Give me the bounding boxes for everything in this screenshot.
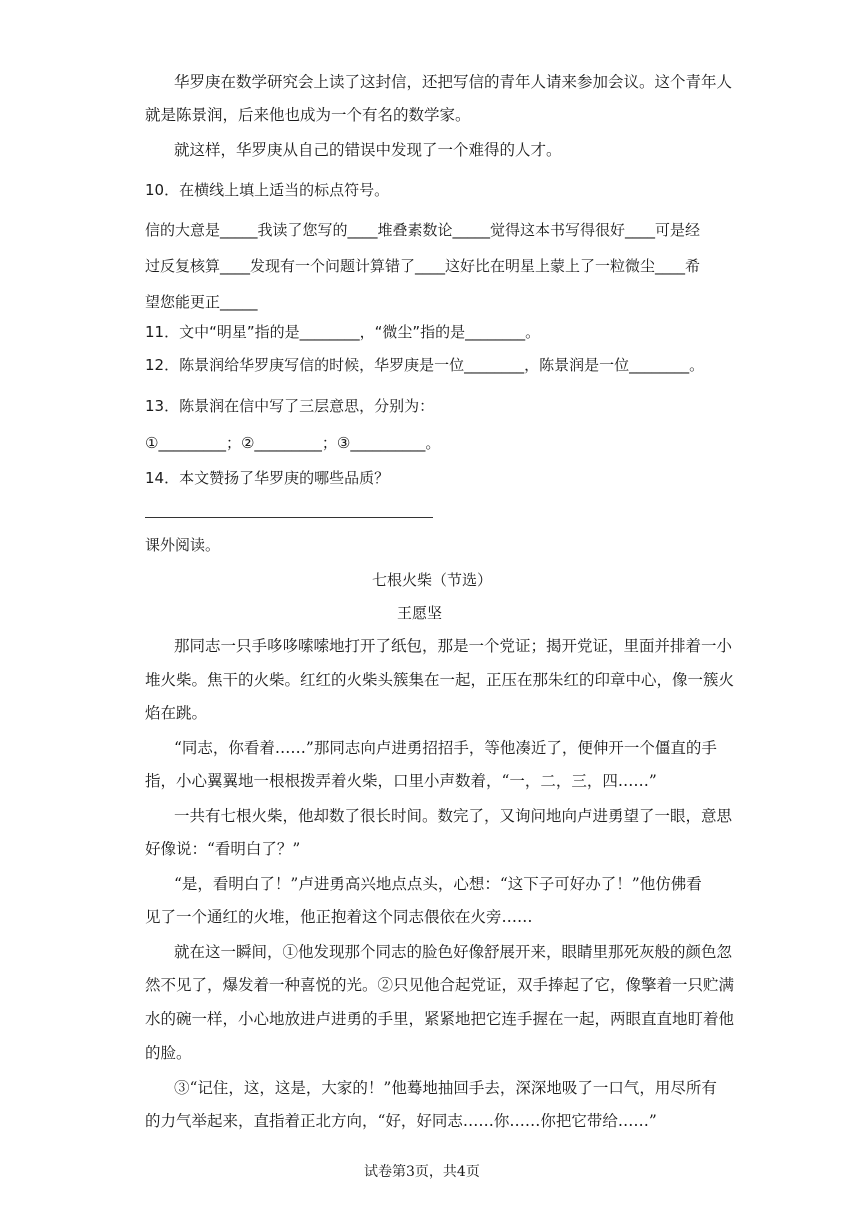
story-line: 指，小心翼翼地一根根拨弄着火柴，口里小声数着，“一，二，三，四……”: [145, 772, 657, 790]
story-line: 好像说：“看明白了？”: [145, 840, 301, 858]
question-14: 14．本文赞扬了华罗庚的哪些品质？: [145, 469, 390, 487]
passage-line: 就这样，华罗庚从自己的错误中发现了一个难得的人才。: [174, 141, 562, 159]
question-10-line-3: 望您能更正_____: [145, 293, 258, 311]
story-line: ③“记住，这，这是，大家的！”他蓦地抽回手去，深深地吸了一口气，用尽所有: [174, 1079, 717, 1097]
story-line: 水的碗一样，小心地放进卢进勇的手里，紧紧地把它连手握在一起，两眼直直地盯着他: [145, 1010, 735, 1028]
passage-line: 华罗庚在数学研究会上读了这封信，还把写信的青年人请来参加会议。这个青年人: [174, 73, 733, 91]
question-10-line-2: 过反复核算____发现有一个问题计算错了____这好比在明星上蒙上了一粒微尘____希: [145, 257, 701, 275]
story-title: 七根火柴（节选）: [372, 571, 493, 589]
page-footer: 试卷第3页，共4页: [364, 1164, 480, 1180]
story-line: 见了一个通红的火堆，他正抱着这个同志偎依在火旁……: [145, 908, 533, 926]
question-13-answers: ①_________；②_________；③__________。: [145, 434, 441, 452]
story-line: 焰在跳。: [145, 704, 208, 722]
question-10-line-1: 信的大意是_____我读了您写的____堆叠素数论_____觉得这本书写得很好____可是经: [145, 221, 701, 239]
story-line: 堆火柴。焦干的火柴。红红的火柴头簇集在一起，正压在那朱红的印章中心，像一簇火: [145, 671, 735, 689]
question-11: 11．文中“明星”指的是________，“微尘”指的是________。: [145, 323, 541, 341]
story-line: 一共有七根火柴，他却数了很长时间。数完了，又询问地向卢进勇望了一眼，意思: [174, 807, 733, 825]
question-13: 13．陈景润在信中写了三层意思，分别为：: [145, 397, 435, 415]
question-12: 12．陈景润给华罗庚写信的时候，华罗庚是一位________，陈景润是一位________。: [145, 356, 705, 374]
section-label: 课外阅读。: [145, 536, 221, 554]
story-line: 那同志一只手哆哆嗦嗦地打开了纸包，那是一个党证；揭开党证，里面并排着一小: [174, 637, 733, 655]
story-line: 的力气举起来，直指着正北方向，“好，好同志……你……你把它带给……”: [145, 1112, 657, 1130]
story-line: “同志，你看着……”那同志向卢进勇招招手，等他凑近了，便伸开一个僵直的手: [174, 739, 717, 757]
answer-line: [145, 517, 433, 518]
passage-line: 就是陈景润，后来他也成为一个有名的数学家。: [145, 106, 471, 124]
story-line: 的脸。: [145, 1044, 192, 1062]
story-line: 就在这一瞬间，①他发现那个同志的脸色好像舒展开来，眼睛里那死灰般的颜色忽: [174, 943, 733, 961]
story-author: 王愿坚: [397, 604, 443, 622]
story-line: 然不见了，爆发着一种喜悦的光。②只见他合起党证，双手捧起了它，像擎着一只贮满: [145, 976, 735, 994]
question-10: 10．在横线上填上适当的标点符号。: [145, 181, 390, 199]
story-line: “是，看明白了！”卢进勇高兴地点点头，心想：“这下子可好办了！”他仿佛看: [174, 875, 702, 893]
